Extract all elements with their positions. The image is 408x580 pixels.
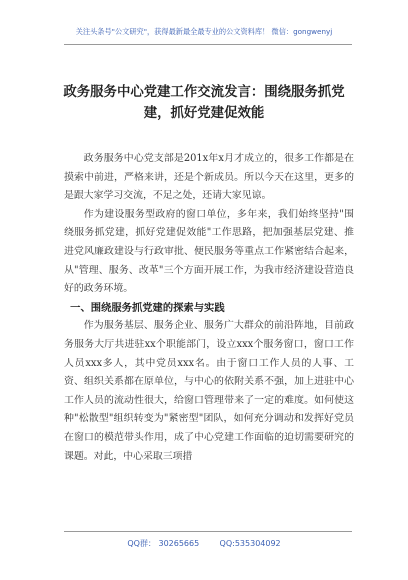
footer-qq-group: QQ群： 30265665	[127, 539, 200, 548]
title-line-2: 建，抓好党建促效能	[143, 106, 265, 121]
section-paragraph-1: 作为服务基层、服务企业、服务广大群众的前沿阵地，目前政务服务大厅共进驻xx个职能部门，设立xxx个服务窗口，窗口工作人员xxx多人，其中党员xxx名。由于窗口工作人员的人事、工资、组织关系都在原单位，与中心的依附关系不强，加上进驻中心工作人员的流动性很大，给窗口管理带来了一定的难度。如何使这种"松散型"组织转变为"紧密型"团队，如何充分调动和发挥好党员在窗口的模范带头作用，成了中心党建工作面临的迫切需要研究的课题。对此，中心采取三项措	[64, 320, 354, 462]
body-paragraph-1: 政务服务中心党支部是201x年x月才成立的，很多工作都是在摸索中前进，严格来讲，还是个新成员。所以今天在这里，更多的是跟大家学习交流，不足之处，还请大家见谅。	[64, 153, 354, 202]
footer-contact	[0, 538, 408, 549]
footer-divider	[64, 531, 352, 532]
section-heading: 一、围绕服务抓党建的探索与实践	[70, 301, 225, 314]
footer-qq: QQ:535304092	[219, 539, 281, 548]
title-line-1: 政务服务中心党建工作交流发言：围绕服务抓党	[63, 85, 345, 100]
document-title	[0, 82, 408, 124]
header-promo-note: 关注头条号"公文研究"，获得最新最全最专业的公文资料库！ 微信：gongwenyj	[75, 27, 333, 36]
body-paragraph-2: 作为建设服务型政府的窗口单位，多年来，我们始终坚持"围绕服务抓党建，抓好党建促效能"工作思路，把加强基层党建、推进党风廉政建设与行政审批、便民服务等重点工作紧密结合起来，从"管理、服务、改革"三个方面开展工作，为我市经济建设营造良好的政务环境。	[64, 208, 354, 295]
document-body	[64, 150, 354, 466]
header-divider	[64, 44, 352, 45]
